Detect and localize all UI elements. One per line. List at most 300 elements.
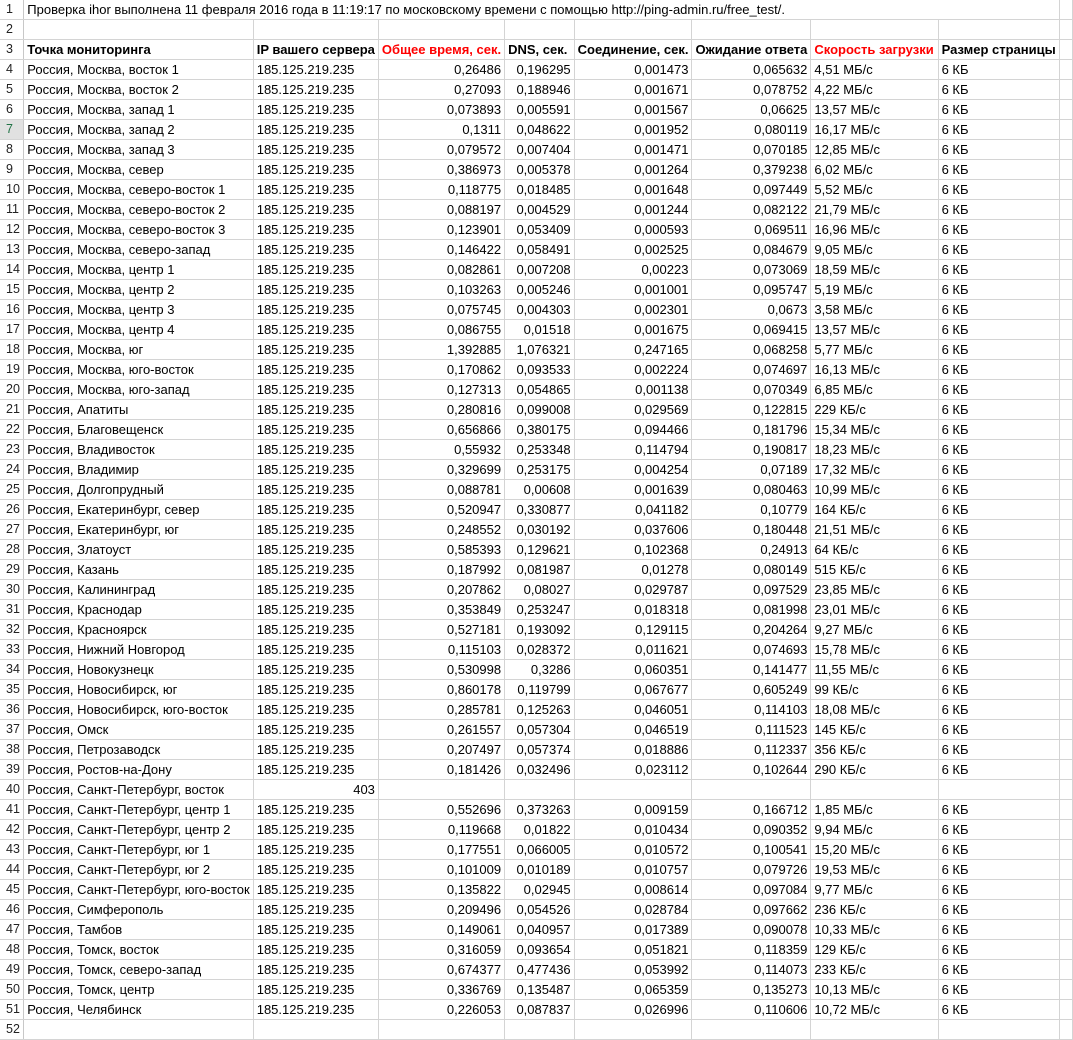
- data-cell[interactable]: 185.125.219.235: [253, 600, 378, 620]
- row-header-20[interactable]: 20: [0, 380, 24, 400]
- data-cell[interactable]: Россия, Краснодар: [24, 600, 253, 620]
- data-cell[interactable]: 185.125.219.235: [253, 440, 378, 460]
- empty-cell[interactable]: [24, 1020, 253, 1040]
- data-cell[interactable]: Россия, Томск, восток: [24, 940, 253, 960]
- data-cell[interactable]: 185.125.219.235: [253, 320, 378, 340]
- data-cell[interactable]: 0,181796: [692, 420, 811, 440]
- data-cell[interactable]: 6 КБ: [938, 740, 1059, 760]
- row-header-40[interactable]: 40: [0, 780, 24, 800]
- data-cell[interactable]: 6 КБ: [938, 880, 1059, 900]
- row-header-49[interactable]: 49: [0, 960, 24, 980]
- data-cell[interactable]: [692, 780, 811, 800]
- empty-cell[interactable]: [574, 20, 692, 40]
- empty-cell[interactable]: [505, 1020, 575, 1040]
- data-cell[interactable]: 185.125.219.235: [253, 660, 378, 680]
- data-cell[interactable]: Россия, Санкт-Петербург, центр 1: [24, 800, 253, 820]
- row-header-31[interactable]: 31: [0, 600, 24, 620]
- empty-cell[interactable]: [1059, 80, 1072, 100]
- data-cell[interactable]: 290 КБ/с: [811, 760, 938, 780]
- empty-cell[interactable]: [1059, 260, 1072, 280]
- data-cell[interactable]: 185.125.219.235: [253, 160, 378, 180]
- empty-cell[interactable]: [1059, 160, 1072, 180]
- row-header-48[interactable]: 48: [0, 940, 24, 960]
- data-cell[interactable]: 15,20 МБ/с: [811, 840, 938, 860]
- data-cell[interactable]: 0,336769: [378, 980, 504, 1000]
- data-cell[interactable]: 15,34 МБ/с: [811, 420, 938, 440]
- data-cell[interactable]: 0,102644: [692, 760, 811, 780]
- data-cell[interactable]: Россия, Екатеринбург, север: [24, 500, 253, 520]
- data-cell[interactable]: 0,285781: [378, 700, 504, 720]
- data-cell[interactable]: 13,57 МБ/с: [811, 100, 938, 120]
- data-cell[interactable]: 0,10779: [692, 500, 811, 520]
- data-cell[interactable]: 0,001471: [574, 140, 692, 160]
- column-header-cell[interactable]: Общее время, сек.: [378, 40, 504, 60]
- data-cell[interactable]: 0,078752: [692, 80, 811, 100]
- data-cell[interactable]: 0,060351: [574, 660, 692, 680]
- empty-cell[interactable]: [1059, 540, 1072, 560]
- data-cell[interactable]: 0,000593: [574, 220, 692, 240]
- empty-cell[interactable]: [938, 20, 1059, 40]
- row-header-39[interactable]: 39: [0, 760, 24, 780]
- data-cell[interactable]: 0,097662: [692, 900, 811, 920]
- data-cell[interactable]: 0,190817: [692, 440, 811, 460]
- row-header-22[interactable]: 22: [0, 420, 24, 440]
- empty-cell[interactable]: [1059, 500, 1072, 520]
- row-header-4[interactable]: 4: [0, 60, 24, 80]
- data-cell[interactable]: 0,125263: [505, 700, 575, 720]
- data-cell[interactable]: 9,77 МБ/с: [811, 880, 938, 900]
- data-cell[interactable]: 0,656866: [378, 420, 504, 440]
- data-cell[interactable]: 0,135273: [692, 980, 811, 1000]
- data-cell[interactable]: Россия, Москва, северо-восток 3: [24, 220, 253, 240]
- data-cell[interactable]: Россия, Ростов-на-Дону: [24, 760, 253, 780]
- data-cell[interactable]: 0,082861: [378, 260, 504, 280]
- empty-cell[interactable]: [1059, 1000, 1072, 1020]
- empty-cell[interactable]: [1059, 220, 1072, 240]
- data-cell[interactable]: 0,380175: [505, 420, 575, 440]
- data-cell[interactable]: 0,075745: [378, 300, 504, 320]
- data-cell[interactable]: 0,001648: [574, 180, 692, 200]
- data-cell[interactable]: 6 КБ: [938, 200, 1059, 220]
- data-cell[interactable]: 0,005246: [505, 280, 575, 300]
- data-cell[interactable]: 0,053992: [574, 960, 692, 980]
- data-cell[interactable]: 0,065359: [574, 980, 692, 1000]
- data-cell[interactable]: Россия, Санкт-Петербург, центр 2: [24, 820, 253, 840]
- data-cell[interactable]: 185.125.219.235: [253, 580, 378, 600]
- empty-cell[interactable]: [1059, 760, 1072, 780]
- empty-cell[interactable]: [378, 20, 504, 40]
- data-cell[interactable]: 0,018485: [505, 180, 575, 200]
- data-cell[interactable]: 0,090078: [692, 920, 811, 940]
- data-cell[interactable]: 185.125.219.235: [253, 120, 378, 140]
- data-cell[interactable]: 0,001138: [574, 380, 692, 400]
- data-cell[interactable]: 0,530998: [378, 660, 504, 680]
- data-cell[interactable]: 6 КБ: [938, 920, 1059, 940]
- data-cell[interactable]: 21,79 МБ/с: [811, 200, 938, 220]
- data-cell[interactable]: 0,093533: [505, 360, 575, 380]
- data-cell[interactable]: 185.125.219.235: [253, 360, 378, 380]
- row-header-34[interactable]: 34: [0, 660, 24, 680]
- data-cell[interactable]: 0,06625: [692, 100, 811, 120]
- data-cell[interactable]: 0,02945: [505, 880, 575, 900]
- data-cell[interactable]: 145 КБ/с: [811, 720, 938, 740]
- empty-cell[interactable]: [1059, 440, 1072, 460]
- data-cell[interactable]: 3,58 МБ/с: [811, 300, 938, 320]
- empty-cell[interactable]: [1059, 300, 1072, 320]
- data-cell[interactable]: Россия, Челябинск: [24, 1000, 253, 1020]
- row-header-37[interactable]: 37: [0, 720, 24, 740]
- data-cell[interactable]: Россия, Томск, северо-запад: [24, 960, 253, 980]
- row-header-3[interactable]: 3: [0, 40, 24, 60]
- empty-cell[interactable]: [1059, 640, 1072, 660]
- data-cell[interactable]: 0,100541: [692, 840, 811, 860]
- data-cell[interactable]: 0,55932: [378, 440, 504, 460]
- data-cell[interactable]: 9,05 МБ/с: [811, 240, 938, 260]
- data-cell[interactable]: 0,090352: [692, 820, 811, 840]
- data-cell[interactable]: 0,204264: [692, 620, 811, 640]
- row-header-9[interactable]: 9: [0, 160, 24, 180]
- data-cell[interactable]: 185.125.219.235: [253, 400, 378, 420]
- row-header-38[interactable]: 38: [0, 740, 24, 760]
- data-cell[interactable]: 0,373263: [505, 800, 575, 820]
- data-cell[interactable]: [811, 780, 938, 800]
- row-header-16[interactable]: 16: [0, 300, 24, 320]
- data-cell[interactable]: 6 КБ: [938, 720, 1059, 740]
- data-cell[interactable]: 185.125.219.235: [253, 760, 378, 780]
- empty-cell[interactable]: [1059, 600, 1072, 620]
- data-cell[interactable]: 356 КБ/с: [811, 740, 938, 760]
- data-cell[interactable]: 185.125.219.235: [253, 80, 378, 100]
- data-cell[interactable]: 0,07189: [692, 460, 811, 480]
- row-header-46[interactable]: 46: [0, 900, 24, 920]
- empty-cell[interactable]: [1059, 580, 1072, 600]
- data-cell[interactable]: 0,088197: [378, 200, 504, 220]
- data-cell[interactable]: 0,028784: [574, 900, 692, 920]
- data-cell[interactable]: 0,073069: [692, 260, 811, 280]
- data-cell[interactable]: 0,094466: [574, 420, 692, 440]
- data-cell[interactable]: 6 КБ: [938, 420, 1059, 440]
- data-cell[interactable]: 1,392885: [378, 340, 504, 360]
- data-cell[interactable]: Россия, Москва, северо-запад: [24, 240, 253, 260]
- data-cell[interactable]: 403: [253, 780, 378, 800]
- data-cell[interactable]: 6 КБ: [938, 160, 1059, 180]
- data-cell[interactable]: 185.125.219.235: [253, 700, 378, 720]
- empty-cell[interactable]: [378, 1020, 504, 1040]
- data-cell[interactable]: Россия, Казань: [24, 560, 253, 580]
- empty-cell[interactable]: [1059, 720, 1072, 740]
- data-cell[interactable]: 0,111523: [692, 720, 811, 740]
- data-cell[interactable]: 185.125.219.235: [253, 860, 378, 880]
- data-cell[interactable]: 0,074697: [692, 360, 811, 380]
- column-header-cell[interactable]: Размер страницы: [938, 40, 1059, 60]
- data-cell[interactable]: 6 КБ: [938, 580, 1059, 600]
- data-cell[interactable]: Россия, Екатеринбург, юг: [24, 520, 253, 540]
- empty-cell[interactable]: [1059, 380, 1072, 400]
- data-cell[interactable]: 0,010189: [505, 860, 575, 880]
- data-cell[interactable]: 0,086755: [378, 320, 504, 340]
- data-cell[interactable]: Россия, Санкт-Петербург, юг 2: [24, 860, 253, 880]
- data-cell[interactable]: 0,196295: [505, 60, 575, 80]
- data-cell[interactable]: 0,097449: [692, 180, 811, 200]
- data-cell[interactable]: [938, 780, 1059, 800]
- data-cell[interactable]: 0,253247: [505, 600, 575, 620]
- empty-cell[interactable]: [1059, 1020, 1072, 1040]
- empty-cell[interactable]: [1059, 920, 1072, 940]
- data-cell[interactable]: 0,097529: [692, 580, 811, 600]
- data-cell[interactable]: 0,123901: [378, 220, 504, 240]
- data-cell[interactable]: 515 КБ/с: [811, 560, 938, 580]
- data-cell[interactable]: 6 КБ: [938, 320, 1059, 340]
- data-cell[interactable]: 0,099008: [505, 400, 575, 420]
- data-cell[interactable]: Россия, Томск, центр: [24, 980, 253, 1000]
- data-cell[interactable]: 0,01518: [505, 320, 575, 340]
- data-cell[interactable]: 0,087837: [505, 1000, 575, 1020]
- row-header-23[interactable]: 23: [0, 440, 24, 460]
- data-cell[interactable]: 0,001952: [574, 120, 692, 140]
- data-cell[interactable]: 23,85 МБ/с: [811, 580, 938, 600]
- data-cell[interactable]: 0,054526: [505, 900, 575, 920]
- empty-cell[interactable]: [692, 20, 811, 40]
- data-cell[interactable]: 6 КБ: [938, 100, 1059, 120]
- data-cell[interactable]: 0,102368: [574, 540, 692, 560]
- data-cell[interactable]: 0,001473: [574, 60, 692, 80]
- row-header-32[interactable]: 32: [0, 620, 24, 640]
- data-cell[interactable]: 4,22 МБ/с: [811, 80, 938, 100]
- empty-cell[interactable]: [1059, 940, 1072, 960]
- data-cell[interactable]: 185.125.219.235: [253, 840, 378, 860]
- data-cell[interactable]: Россия, Златоуст: [24, 540, 253, 560]
- data-cell[interactable]: 16,96 МБ/с: [811, 220, 938, 240]
- data-cell[interactable]: 0,081998: [692, 600, 811, 620]
- data-cell[interactable]: 0,118775: [378, 180, 504, 200]
- data-cell[interactable]: 0,009159: [574, 800, 692, 820]
- data-cell[interactable]: Россия, Москва, запад 3: [24, 140, 253, 160]
- data-cell[interactable]: Россия, Москва, восток 2: [24, 80, 253, 100]
- data-cell[interactable]: 18,59 МБ/с: [811, 260, 938, 280]
- row-header-52[interactable]: 52: [0, 1020, 24, 1040]
- data-cell[interactable]: 0,069415: [692, 320, 811, 340]
- data-cell[interactable]: 185.125.219.235: [253, 500, 378, 520]
- data-cell[interactable]: Россия, Москва, юг: [24, 340, 253, 360]
- row-header-41[interactable]: 41: [0, 800, 24, 820]
- empty-cell[interactable]: [1059, 20, 1072, 40]
- data-cell[interactable]: 0,119799: [505, 680, 575, 700]
- data-cell[interactable]: 0,057374: [505, 740, 575, 760]
- data-cell[interactable]: 6 КБ: [938, 120, 1059, 140]
- empty-cell[interactable]: [1059, 140, 1072, 160]
- data-cell[interactable]: 0,316059: [378, 940, 504, 960]
- empty-cell[interactable]: [811, 1020, 938, 1040]
- empty-cell[interactable]: [1059, 680, 1072, 700]
- data-cell[interactable]: 0,01822: [505, 820, 575, 840]
- data-cell[interactable]: 0,118359: [692, 940, 811, 960]
- empty-cell[interactable]: [1059, 360, 1072, 380]
- data-cell[interactable]: 0,247165: [574, 340, 692, 360]
- data-cell[interactable]: 185.125.219.235: [253, 560, 378, 580]
- data-cell[interactable]: Россия, Москва, запад 2: [24, 120, 253, 140]
- empty-cell[interactable]: [1059, 880, 1072, 900]
- empty-cell[interactable]: [1059, 840, 1072, 860]
- data-cell[interactable]: 129 КБ/с: [811, 940, 938, 960]
- row-header-13[interactable]: 13: [0, 240, 24, 260]
- data-cell[interactable]: 0,032496: [505, 760, 575, 780]
- data-cell[interactable]: 0,674377: [378, 960, 504, 980]
- data-cell[interactable]: Россия, Москва, северо-восток 1: [24, 180, 253, 200]
- empty-cell[interactable]: [1059, 960, 1072, 980]
- empty-cell[interactable]: [1059, 480, 1072, 500]
- data-cell[interactable]: Россия, Москва, юго-восток: [24, 360, 253, 380]
- data-cell[interactable]: 185.125.219.235: [253, 740, 378, 760]
- row-header-51[interactable]: 51: [0, 1000, 24, 1020]
- data-cell[interactable]: 0,028372: [505, 640, 575, 660]
- data-cell[interactable]: 0,030192: [505, 520, 575, 540]
- data-cell[interactable]: 185.125.219.235: [253, 100, 378, 120]
- column-header-cell[interactable]: DNS, сек.: [505, 40, 575, 60]
- data-cell[interactable]: 0,097084: [692, 880, 811, 900]
- empty-cell[interactable]: [1059, 520, 1072, 540]
- data-cell[interactable]: 0,110606: [692, 1000, 811, 1020]
- row-header-43[interactable]: 43: [0, 840, 24, 860]
- data-cell[interactable]: 185.125.219.235: [253, 940, 378, 960]
- data-cell[interactable]: 0,017389: [574, 920, 692, 940]
- data-cell[interactable]: 0,010434: [574, 820, 692, 840]
- data-cell[interactable]: 185.125.219.235: [253, 820, 378, 840]
- data-cell[interactable]: 0,146422: [378, 240, 504, 260]
- data-cell[interactable]: 0,00223: [574, 260, 692, 280]
- data-cell[interactable]: 185.125.219.235: [253, 460, 378, 480]
- data-cell[interactable]: 0,010757: [574, 860, 692, 880]
- data-cell[interactable]: 0,018886: [574, 740, 692, 760]
- data-cell[interactable]: 5,19 МБ/с: [811, 280, 938, 300]
- data-cell[interactable]: 229 КБ/с: [811, 400, 938, 420]
- data-cell[interactable]: 0,018318: [574, 600, 692, 620]
- report-title-cell[interactable]: Проверка ihor выполнена 11 февраля 2016 года в 11:19:17 по московскому времени с помощью http://ping-admin.ru/free_test/.: [24, 0, 1060, 20]
- data-cell[interactable]: 6 КБ: [938, 840, 1059, 860]
- data-cell[interactable]: 0,005378: [505, 160, 575, 180]
- data-cell[interactable]: 6 КБ: [938, 960, 1059, 980]
- data-cell[interactable]: 6 КБ: [938, 400, 1059, 420]
- data-cell[interactable]: 164 КБ/с: [811, 500, 938, 520]
- data-cell[interactable]: 0,080463: [692, 480, 811, 500]
- data-cell[interactable]: 0,082122: [692, 200, 811, 220]
- data-cell[interactable]: 0,119668: [378, 820, 504, 840]
- empty-cell[interactable]: [1059, 740, 1072, 760]
- row-header-25[interactable]: 25: [0, 480, 24, 500]
- data-cell[interactable]: 10,72 МБ/с: [811, 1000, 938, 1020]
- data-cell[interactable]: 0,141477: [692, 660, 811, 680]
- data-cell[interactable]: 185.125.219.235: [253, 180, 378, 200]
- empty-cell[interactable]: [1059, 240, 1072, 260]
- data-cell[interactable]: 0,046519: [574, 720, 692, 740]
- row-header-6[interactable]: 6: [0, 100, 24, 120]
- data-cell[interactable]: 0,226053: [378, 1000, 504, 1020]
- data-cell[interactable]: 185.125.219.235: [253, 900, 378, 920]
- data-cell[interactable]: 185.125.219.235: [253, 240, 378, 260]
- data-cell[interactable]: 0,193092: [505, 620, 575, 640]
- data-cell[interactable]: Россия, Красноярск: [24, 620, 253, 640]
- data-cell[interactable]: 0,041182: [574, 500, 692, 520]
- data-cell[interactable]: 0,070349: [692, 380, 811, 400]
- row-header-50[interactable]: 50: [0, 980, 24, 1000]
- empty-cell[interactable]: [1059, 800, 1072, 820]
- data-cell[interactable]: 0,002224: [574, 360, 692, 380]
- data-cell[interactable]: 6 КБ: [938, 700, 1059, 720]
- data-cell[interactable]: 185.125.219.235: [253, 220, 378, 240]
- empty-cell[interactable]: [938, 1020, 1059, 1040]
- data-cell[interactable]: 6 КБ: [938, 1000, 1059, 1020]
- data-cell[interactable]: 6 КБ: [938, 940, 1059, 960]
- data-cell[interactable]: 185.125.219.235: [253, 800, 378, 820]
- empty-cell[interactable]: [1059, 660, 1072, 680]
- data-cell[interactable]: 6 КБ: [938, 440, 1059, 460]
- data-cell[interactable]: 18,23 МБ/с: [811, 440, 938, 460]
- data-cell[interactable]: Россия, Калининград: [24, 580, 253, 600]
- data-cell[interactable]: Россия, Апатиты: [24, 400, 253, 420]
- empty-cell[interactable]: [1059, 980, 1072, 1000]
- data-cell[interactable]: 0,114073: [692, 960, 811, 980]
- empty-cell[interactable]: [1059, 780, 1072, 800]
- data-cell[interactable]: 6 КБ: [938, 340, 1059, 360]
- data-cell[interactable]: [505, 780, 575, 800]
- data-cell[interactable]: 0,101009: [378, 860, 504, 880]
- data-cell[interactable]: Россия, Москва, северо-восток 2: [24, 200, 253, 220]
- data-cell[interactable]: 233 КБ/с: [811, 960, 938, 980]
- data-cell[interactable]: 1,076321: [505, 340, 575, 360]
- data-cell[interactable]: 185.125.219.235: [253, 980, 378, 1000]
- data-cell[interactable]: 10,13 МБ/с: [811, 980, 938, 1000]
- column-header-cell[interactable]: Точка мониторинга: [24, 40, 253, 60]
- data-cell[interactable]: 0,127313: [378, 380, 504, 400]
- data-cell[interactable]: 0,054865: [505, 380, 575, 400]
- empty-cell[interactable]: [692, 1020, 811, 1040]
- data-cell[interactable]: 0,069511: [692, 220, 811, 240]
- data-cell[interactable]: 19,53 МБ/с: [811, 860, 938, 880]
- empty-cell[interactable]: [1059, 560, 1072, 580]
- data-cell[interactable]: 6 КБ: [938, 540, 1059, 560]
- data-cell[interactable]: 12,85 МБ/с: [811, 140, 938, 160]
- empty-cell[interactable]: [811, 20, 938, 40]
- data-cell[interactable]: 0,26486: [378, 60, 504, 80]
- data-cell[interactable]: Россия, Москва, север: [24, 160, 253, 180]
- data-cell[interactable]: 0,01278: [574, 560, 692, 580]
- row-header-11[interactable]: 11: [0, 200, 24, 220]
- data-cell[interactable]: 11,55 МБ/с: [811, 660, 938, 680]
- data-cell[interactable]: 0,037606: [574, 520, 692, 540]
- data-cell[interactable]: 0,095747: [692, 280, 811, 300]
- data-cell[interactable]: 0,002525: [574, 240, 692, 260]
- data-cell[interactable]: Россия, Санкт-Петербург, юго-восток: [24, 880, 253, 900]
- data-cell[interactable]: 0,605249: [692, 680, 811, 700]
- empty-cell[interactable]: [1059, 860, 1072, 880]
- data-cell[interactable]: 0,103263: [378, 280, 504, 300]
- data-cell[interactable]: 10,99 МБ/с: [811, 480, 938, 500]
- data-cell[interactable]: 0,040957: [505, 920, 575, 940]
- row-header-42[interactable]: 42: [0, 820, 24, 840]
- empty-cell[interactable]: [1059, 40, 1072, 60]
- data-cell[interactable]: 236 КБ/с: [811, 900, 938, 920]
- data-cell[interactable]: 64 КБ/с: [811, 540, 938, 560]
- data-cell[interactable]: 0,115103: [378, 640, 504, 660]
- column-header-cell[interactable]: Скорость загрузки: [811, 40, 938, 60]
- data-cell[interactable]: 0,135487: [505, 980, 575, 1000]
- row-header-27[interactable]: 27: [0, 520, 24, 540]
- data-cell[interactable]: 6 КБ: [938, 460, 1059, 480]
- data-cell[interactable]: 6 КБ: [938, 560, 1059, 580]
- data-cell[interactable]: 0,166712: [692, 800, 811, 820]
- data-cell[interactable]: 0,170862: [378, 360, 504, 380]
- data-cell[interactable]: 10,33 МБ/с: [811, 920, 938, 940]
- data-cell[interactable]: 17,32 МБ/с: [811, 460, 938, 480]
